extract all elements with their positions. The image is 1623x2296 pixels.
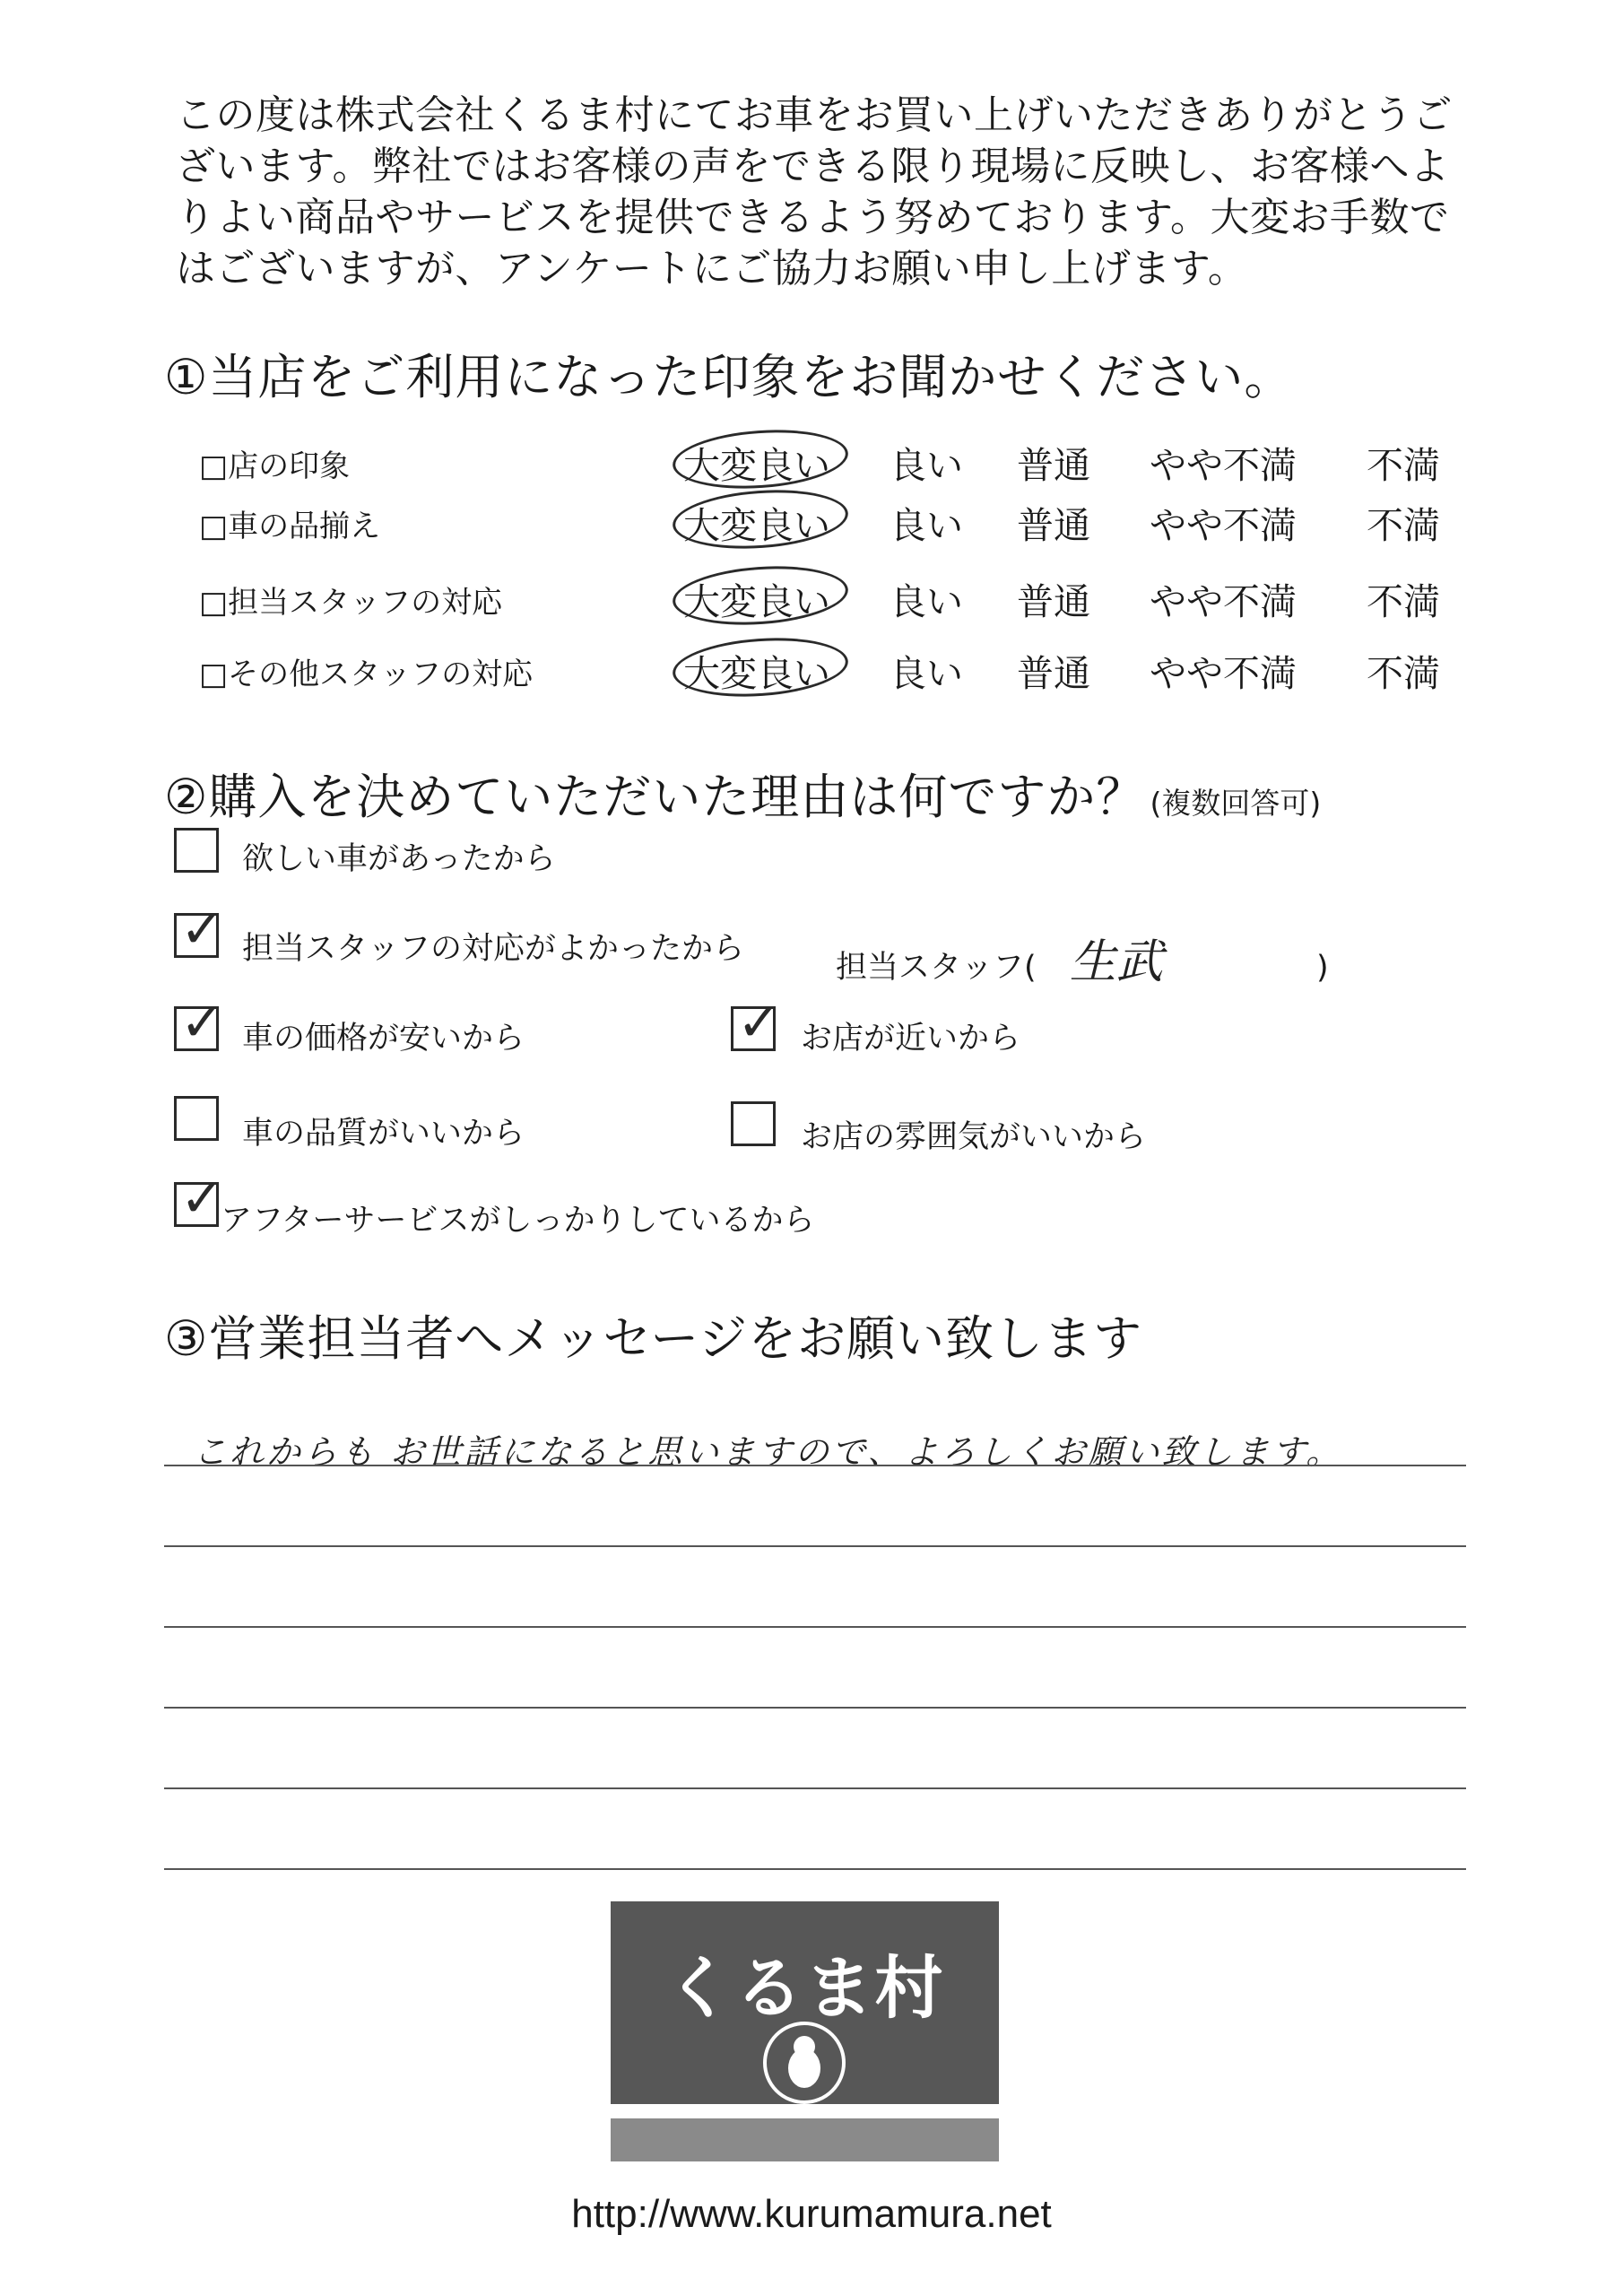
rating-option[interactable]: やや不満	[1150, 652, 1297, 695]
reason-label: 担当スタッフの対応がよかったから	[242, 931, 745, 967]
reason-checkbox[interactable]	[174, 992, 224, 1053]
rating-option[interactable]: 普通	[1017, 580, 1090, 623]
rating-option[interactable]: 大変良い	[683, 504, 830, 547]
rating-option[interactable]: 良い	[890, 444, 963, 487]
reason-label: 欲しい車があったから	[242, 841, 556, 877]
message-line-3	[164, 1626, 1466, 1628]
rating-option[interactable]: やや不満	[1150, 444, 1297, 487]
checkmark-icon: ✓	[180, 899, 224, 960]
message-line-5	[164, 1787, 1466, 1789]
reason-label: お店の雰囲気がいいから	[801, 1119, 1147, 1155]
rating-option[interactable]: 不満	[1367, 652, 1440, 695]
message-line-4	[164, 1707, 1466, 1709]
rating-row-label: □担当スタッフの対応	[199, 585, 503, 621]
rating-option[interactable]: 普通	[1017, 504, 1090, 547]
rating-option[interactable]: 不満	[1367, 580, 1440, 623]
rating-option[interactable]: やや不満	[1150, 504, 1297, 547]
logo-stripe-gray	[611, 2118, 999, 2161]
reason-label: 車の価格が安いから	[242, 1021, 525, 1057]
section2-note: (複数回答可)	[1150, 786, 1322, 821]
staff-label: 担当スタッフ(	[836, 950, 1037, 986]
reason-label: お店が近いから	[801, 1021, 1021, 1057]
rating-option[interactable]: 普通	[1017, 652, 1090, 695]
rating-option[interactable]: 良い	[890, 652, 963, 695]
section2-heading	[164, 759, 1321, 828]
rating-option[interactable]: やや不満	[1150, 580, 1297, 623]
message-line-1	[164, 1465, 1466, 1466]
checkmark-icon: ✓	[737, 992, 781, 1053]
footer-url[interactable]: http://www.kurumamura.net	[571, 2192, 1052, 2236]
rating-row	[199, 496, 1472, 550]
rating-row-label: □店の印象	[199, 448, 351, 484]
message-text[interactable]: これからも お世話になると思いますので、よろしくお願い致します。	[193, 1432, 1343, 1472]
rating-row-label: □その他スタッフの対応	[199, 657, 534, 692]
rating-option[interactable]: 普通	[1017, 444, 1090, 487]
reason-label: アフターサービスがしっかりしているから	[221, 1203, 815, 1239]
rating-option[interactable]: 大変良い	[683, 444, 830, 487]
intro-text: この度は株式会社くるま村にてお車をお買い上げいただきありがとうございます。弊社ではお客様の声をできる限り現場に反映し、お客様へよりよい商品やサービスを提供できるよう努めております。大変お手数ではございますが、アンケートにご協力お願い申し上げます。	[176, 92, 1453, 291]
rating-option[interactable]: 不満	[1367, 504, 1440, 547]
rating-option[interactable]: 大変良い	[683, 652, 830, 695]
staff-name[interactable]: 生武	[1069, 935, 1163, 989]
rating-option[interactable]: 大変良い	[683, 580, 830, 623]
rating-row-label: □車の品揃え	[199, 509, 381, 544]
rating-option[interactable]: 良い	[890, 580, 963, 623]
rating-row	[199, 644, 1472, 698]
message-line-2	[164, 1545, 1466, 1547]
mascot-icon	[751, 2016, 858, 2106]
reason-checkbox[interactable]	[174, 1168, 224, 1229]
rating-option[interactable]: 良い	[890, 504, 963, 547]
logo-stripe-white	[611, 2104, 999, 2118]
reason-checkbox[interactable]	[174, 828, 219, 873]
kurumamura-logo	[611, 1901, 999, 2161]
section2-title: ②購入を決めていただいた理由は何ですか？	[164, 769, 1146, 825]
checkmark-icon: ✓	[180, 992, 224, 1053]
reason-checkbox[interactable]	[731, 992, 781, 1053]
reason-label: 車の品質がいいから	[242, 1116, 525, 1152]
reason-checkbox[interactable]	[174, 899, 224, 960]
section1-title: ①当店をご利用になった印象をお聞かせください。	[164, 349, 1294, 405]
rating-option[interactable]: 不満	[1367, 444, 1440, 487]
logo-text: くるま村	[664, 1948, 945, 2028]
rating-row	[199, 436, 1472, 490]
staff-close: )	[1315, 950, 1329, 986]
section3-title: ③営業担当者へメッセージをお願い致します	[164, 1310, 1143, 1367]
reason-checkbox[interactable]	[174, 1096, 219, 1141]
rating-row	[199, 572, 1472, 626]
message-line-6	[164, 1868, 1466, 1870]
checkmark-icon: ✓	[180, 1168, 224, 1229]
reason-checkbox[interactable]	[731, 1101, 776, 1146]
staff-field	[836, 924, 1329, 991]
